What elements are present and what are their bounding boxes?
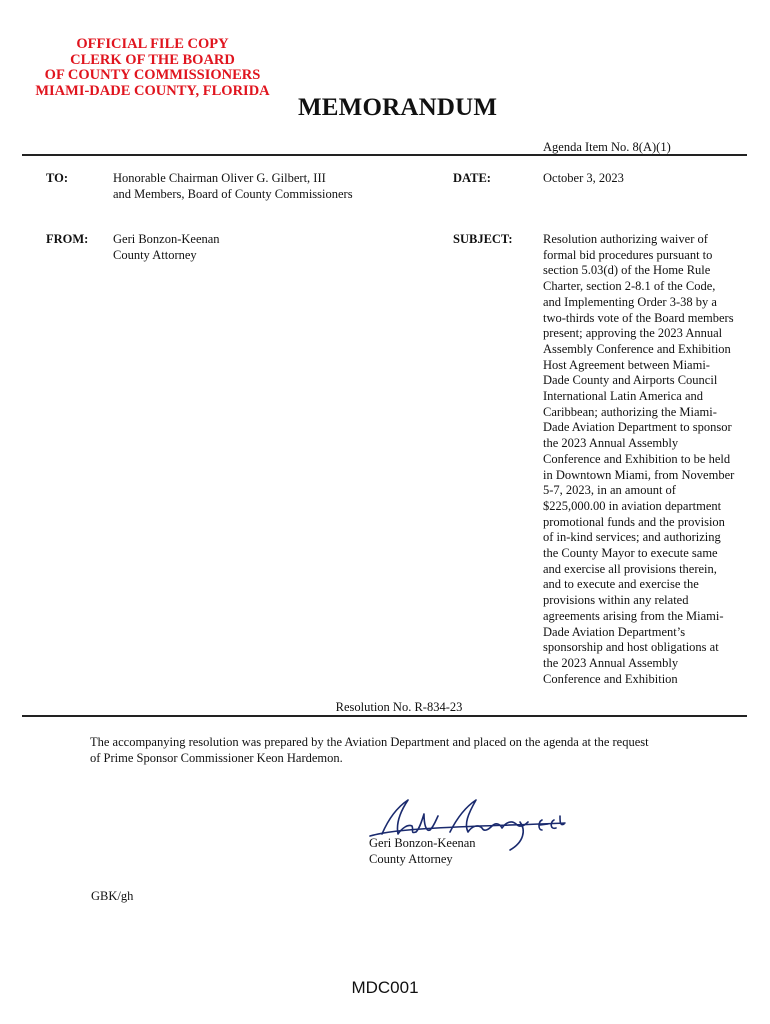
from-line-2: County Attorney <box>113 247 197 262</box>
document-code: MDC001 <box>351 978 419 997</box>
to-line-2: and Members, Board of County Commissioners <box>113 186 353 201</box>
official-file-copy-stamp <box>20 37 285 99</box>
subject-text <box>543 232 748 687</box>
from-label: FROM: <box>46 232 89 246</box>
subject-line: two-thirds vote of the Board members <box>543 310 734 325</box>
resolution-number: Resolution No. R-834-23 <box>335 700 463 714</box>
subject-line: promotional funds and the provision <box>543 514 725 529</box>
subject-line: section 5.03(d) of the Home Rule <box>543 263 711 278</box>
subject-line: 5-7, 2023, in an amount of <box>543 483 676 498</box>
from-line-1: Geri Bonzon-Keenan <box>113 232 220 246</box>
signature-block <box>369 835 476 867</box>
subject-line: $225,000.00 in aviation department <box>543 498 722 513</box>
subject-label: SUBJECT: <box>453 232 513 246</box>
date-label: DATE: <box>453 171 491 185</box>
subject-line: International Latin America and <box>543 389 704 404</box>
resolution-divider <box>22 715 747 717</box>
date-value: October 3, 2023 <box>543 171 624 185</box>
subject-line: Dade Aviation Department to sponsor <box>543 420 732 435</box>
subject-line: Assembly Conference and Exhibition <box>543 341 731 356</box>
subject-line: agreements arising from the Miami- <box>543 608 724 623</box>
subject-line: and Implementing Order 3-38 by a <box>543 294 717 309</box>
subject-line: Dade Aviation Department’s <box>543 624 686 639</box>
stamp-line-3: OF COUNTY COMMISSIONERS <box>44 67 261 83</box>
subject-line: Resolution authorizing waiver of <box>543 232 708 246</box>
subject-line: and exercise all provisions therein, <box>543 561 717 576</box>
subject-line: Host Agreement between Miami- <box>543 357 710 372</box>
subject-line: Caribbean; authorizing the Miami- <box>543 404 717 419</box>
to-recipient <box>113 171 353 202</box>
body-line-2: of Prime Sponsor Commissioner Keon Hardemon. <box>90 751 343 765</box>
to-label: TO: <box>46 171 68 185</box>
subject-line: formal bid procedures pursuant to <box>543 247 713 262</box>
subject-line: the 2023 Annual Assembly <box>543 655 679 670</box>
to-line-1: Honorable Chairman Oliver G. Gilbert, III <box>113 171 326 185</box>
stamp-line-2: CLERK OF THE BOARD <box>70 51 235 68</box>
body-line-1: The accompanying resolution was prepared by the Aviation Department and placed on the agenda at the request <box>90 735 649 749</box>
typist-initials: GBK/gh <box>91 889 134 903</box>
subject-line: the County Mayor to execute same <box>543 546 718 561</box>
signatory-title: County Attorney <box>369 852 453 866</box>
subject-line: Conference and Exhibition <box>543 671 678 686</box>
subject-line: the 2023 Annual Assembly <box>543 436 679 451</box>
subject-line: in Downtown Miami, from November <box>543 467 735 482</box>
subject-line: Conference and Exhibition to be held <box>543 451 731 466</box>
memo-title: MEMORANDUM <box>298 94 498 121</box>
subject-line: Dade County and Airports Council <box>543 373 718 388</box>
stamp-line-1: OFFICIAL FILE COPY <box>76 36 229 52</box>
subject-line: and to execute and exercise the <box>543 577 699 592</box>
subject-line: present; approving the 2023 Annual <box>543 326 723 341</box>
signatory-name: Geri Bonzon-Keenan <box>369 836 476 850</box>
subject-line: sponsorship and host obligations at <box>543 640 719 655</box>
subject-line: Charter, section 2-8.1 of the Code, <box>543 279 716 294</box>
agenda-item-number: Agenda Item No. 8(A)(1) <box>543 140 671 154</box>
stamp-line-4: MIAMI-DADE COUNTY, FLORIDA <box>35 82 270 99</box>
from-sender <box>113 232 220 263</box>
header-divider <box>22 154 747 156</box>
subject-line: of in-kind services; and authorizing <box>543 530 721 545</box>
subject-line: provisions within any related <box>543 593 689 608</box>
body-paragraph <box>90 734 690 766</box>
